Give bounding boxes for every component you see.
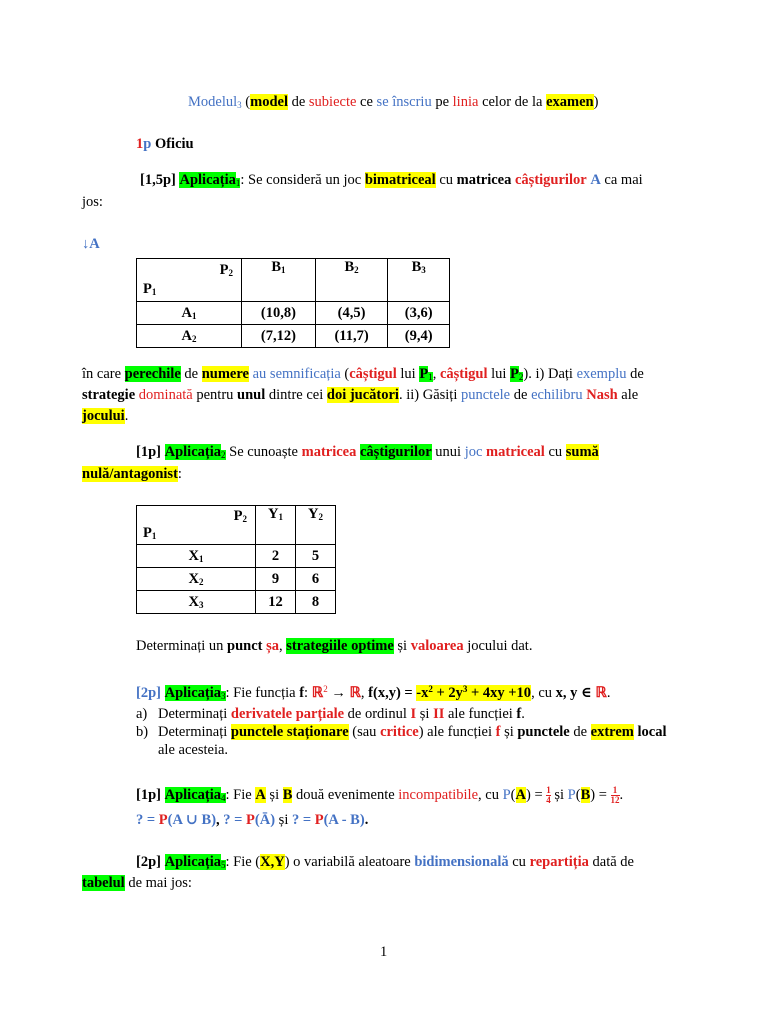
fraction-one-quarter: $\frac{1}{4}$ bbox=[546, 785, 551, 805]
row-header: $A_2$ bbox=[137, 325, 242, 348]
arrow-a-label: ↓A bbox=[82, 236, 100, 252]
table-corner: $P_2$ $P_1$ bbox=[137, 259, 242, 302]
app2-question: Determinați un punct șa, strategiile optime și valoarea jocului dat. bbox=[136, 638, 533, 654]
table-row bbox=[137, 325, 450, 348]
page-title: Modelul$_3$ (model de subiecte ce se înscriu pe linia celor de la examen) bbox=[188, 94, 599, 110]
col-header: $B_3$ bbox=[388, 259, 450, 302]
table-cell: (4,5) bbox=[315, 302, 387, 325]
app1-desc-line3: jocului. bbox=[82, 408, 129, 424]
table-cell: (7,12) bbox=[242, 325, 316, 348]
table-cell: (10,8) bbox=[242, 302, 316, 325]
table-cell: 12 bbox=[256, 591, 296, 614]
app2-line2: nulă/antagonist: bbox=[82, 466, 182, 482]
app5-line1: [2p] Aplicația$_5$: Fie (X,Y) o variabilă aleatoare bidimensională cu repartiția dată de bbox=[136, 854, 634, 870]
app3-item-b-cont: ale acesteia. bbox=[158, 742, 229, 758]
matrix-table bbox=[136, 505, 336, 614]
app4-line2: ? = P(A ∪ B), ? = P(Ā) și ? = P(A - B). bbox=[136, 812, 369, 828]
col-header: $Y_1$ bbox=[256, 506, 296, 545]
app3-item-b: b) Determinați punctele staționare (sau critice) ale funcției f și punctele de extrem local bbox=[136, 724, 667, 740]
table-cell: (9,4) bbox=[388, 325, 450, 348]
table-cell: 9 bbox=[256, 568, 296, 591]
row-header: $X_1$ bbox=[137, 545, 256, 568]
table-cell: (3,6) bbox=[388, 302, 450, 325]
fraction-one-twelfth: $\frac{1}{12}$ bbox=[610, 785, 620, 805]
col-header: $B_1$ bbox=[242, 259, 316, 302]
row-header: $A_1$ bbox=[137, 302, 242, 325]
bimatrix-table bbox=[136, 258, 450, 348]
table-cell: 6 bbox=[296, 568, 336, 591]
app1-desc-line2: strategie dominată pentru unul dintre cei doi jucători. ii) Găsiți punctele de echilibru Nash ale bbox=[82, 387, 639, 403]
app4-line1: [1p] Aplicația$_4$: Fie A și B două evenimente incompatibile, cu P(A) = $\frac{1}{4}$ și P(B) = $\frac{1}{12}$ . bbox=[136, 785, 624, 805]
app3-item-a: a) Determinați derivatele parțiale de ordinul I și II ale funcției f. bbox=[136, 706, 525, 722]
table-row bbox=[137, 302, 450, 325]
app1-line1: [1,5p] Aplicația$_1$: Se consideră un joc bimatriceal cu matricea câștigurilor A ca mai bbox=[140, 172, 643, 188]
table-cell: 8 bbox=[296, 591, 336, 614]
row-header: $X_3$ bbox=[137, 591, 256, 614]
app1-desc-line1: în care perechile de numere au semnificația (câștigul lui $P_1$, câștigul lui $P_2$). i) Dați exemplu de bbox=[82, 366, 644, 382]
table-row bbox=[137, 568, 336, 591]
table-cell: 2 bbox=[256, 545, 296, 568]
app3-line1: [2p] Aplicația$_3$: Fie funcția f: ℝ$^2$ → ℝ, $f(x,y) = -x^2 + 2y^3 + 4xy +10$, cu x, y ∈ ℝ. bbox=[136, 684, 611, 701]
table-corner: $P_2$ $P_1$ bbox=[137, 506, 256, 545]
table-row bbox=[137, 591, 336, 614]
app2-line1: [1p] Aplicația$_2$ Se cunoaște matricea câștigurilor unui joc matriceal cu sumă bbox=[136, 444, 599, 460]
col-header: $Y_2$ bbox=[296, 506, 336, 545]
table-cell: (11,7) bbox=[315, 325, 387, 348]
page-number: 1 bbox=[380, 944, 388, 960]
oficiu-line: 1p Oficiu bbox=[136, 136, 194, 152]
app1-line2: jos: bbox=[82, 194, 103, 210]
col-header: $B_2$ bbox=[315, 259, 387, 302]
table-cell: 5 bbox=[296, 545, 336, 568]
row-header: $X_2$ bbox=[137, 568, 256, 591]
app5-line2: tabelul de mai jos: bbox=[82, 875, 192, 891]
table-row bbox=[137, 545, 336, 568]
